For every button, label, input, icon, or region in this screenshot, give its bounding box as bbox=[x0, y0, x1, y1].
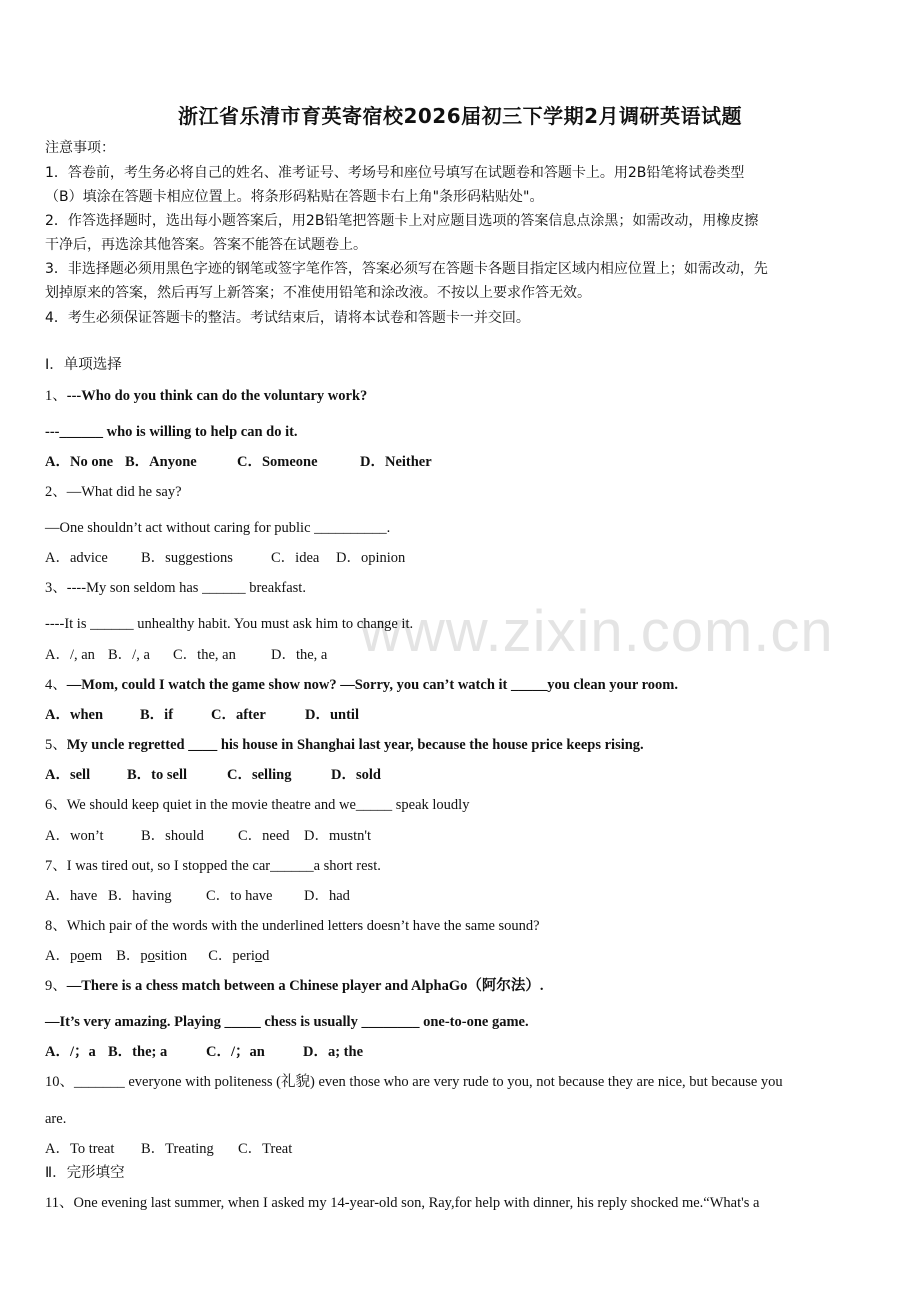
option-a-prefix: A．p bbox=[45, 948, 78, 964]
question-10-options bbox=[45, 1139, 885, 1159]
option-b[interactable]: B．to sell bbox=[127, 767, 188, 783]
question-2 bbox=[45, 482, 885, 502]
option-a[interactable]: A．/；a bbox=[45, 1044, 96, 1060]
option-d[interactable]: D．opinion bbox=[336, 550, 406, 566]
notes-line-3: 2．作答选择题时，选出每小题答案后，用2B铅笔把答题卡上对应题目选项的答案信息点涂黑；如需改动，用橡皮擦 bbox=[45, 213, 759, 229]
option-c-prefix: C．peri bbox=[208, 948, 255, 964]
question-stem: —What did he say? bbox=[66, 484, 182, 500]
option-b-suffix: sition bbox=[154, 948, 188, 964]
question-number: 3、 bbox=[45, 580, 67, 596]
question-9-options bbox=[45, 1042, 885, 1062]
question-stem: —There is a chess match between a Chinese player and AlphaGo（阿尔法）. bbox=[66, 978, 544, 994]
option-d[interactable]: D．Neither bbox=[360, 454, 432, 470]
option-c-underlined: o bbox=[254, 948, 263, 964]
option-d[interactable]: D．mustn't bbox=[304, 828, 372, 844]
question-1-reply: ---______ who is willing to help can do it. bbox=[45, 424, 298, 440]
watermark: www.zixin.com.cn bbox=[360, 599, 834, 664]
question-stem: —Mom, could I watch the game show now? —Sorry, you can’t watch it _____you clean your room. bbox=[66, 677, 679, 693]
section-heading-single-choice: Ⅰ．单项选择 bbox=[45, 357, 122, 373]
option-b[interactable]: B．Treating bbox=[141, 1141, 214, 1157]
option-b[interactable]: B．Anyone bbox=[125, 454, 197, 470]
option-a[interactable]: A．when bbox=[45, 707, 104, 723]
option-a[interactable]: A．sell bbox=[45, 767, 91, 783]
option-a[interactable] bbox=[45, 946, 102, 966]
option-b[interactable]: B．suggestions bbox=[141, 550, 233, 566]
question-number: 7、 bbox=[45, 858, 67, 874]
question-4-options bbox=[45, 705, 885, 725]
option-c[interactable]: C．Someone bbox=[237, 454, 318, 470]
option-c[interactable]: C．the, an bbox=[173, 647, 236, 663]
question-stem: My uncle regretted ____ his house in Shanghai last year, because the house price keeps rising. bbox=[66, 737, 644, 753]
question-number: 2、 bbox=[45, 484, 67, 500]
option-b-prefix: B．p bbox=[116, 948, 148, 964]
option-d[interactable]: D．until bbox=[305, 707, 359, 723]
question-9-reply: —It’s very amazing. Playing _____ chess is usually ________ one-to-one game. bbox=[45, 1014, 529, 1030]
option-b[interactable]: B．/, a bbox=[108, 647, 150, 663]
question-stem: Which pair of the words with the underlined letters doesn’t have the same sound? bbox=[66, 918, 540, 934]
question-7 bbox=[45, 856, 885, 876]
question-8 bbox=[45, 916, 885, 936]
question-number: 10、 bbox=[45, 1074, 74, 1090]
question-8-options bbox=[45, 946, 885, 966]
section-heading-cloze: Ⅱ．完形填空 bbox=[45, 1165, 125, 1181]
option-a[interactable]: A．/, an bbox=[45, 647, 95, 663]
option-a[interactable]: A．To treat bbox=[45, 1141, 115, 1157]
notes-line-7: 4．考生必须保证答题卡的整洁。考试结束后，请将本试卷和答题卡一并交回。 bbox=[45, 310, 530, 326]
option-c[interactable]: C．selling bbox=[227, 767, 292, 783]
question-10 bbox=[45, 1072, 885, 1092]
question-stem: I was tired out, so I stopped the car______a short rest. bbox=[66, 858, 381, 874]
question-stem: We should keep quiet in the movie theatre and we_____ speak loudly bbox=[66, 797, 470, 813]
question-3 bbox=[45, 578, 885, 598]
question-2-options bbox=[45, 548, 885, 568]
question-2-reply: —One shouldn’t act without caring for public __________. bbox=[45, 520, 391, 536]
question-10-continued: are. bbox=[45, 1111, 67, 1127]
question-3-options bbox=[45, 645, 885, 665]
question-number: 1、 bbox=[45, 388, 67, 404]
option-a-suffix: em bbox=[84, 948, 103, 964]
question-6-options bbox=[45, 826, 885, 846]
option-a-underlined: o bbox=[77, 948, 85, 964]
notes-line-5: 3．非选择题必须用黑色字迹的钢笔或签字笔作答，答案必须写在答题卡各题目指定区域内相应位置上；如需改动，先 bbox=[45, 261, 768, 277]
option-d[interactable]: D．a; the bbox=[303, 1044, 364, 1060]
question-1-options bbox=[45, 452, 885, 472]
question-5-options bbox=[45, 765, 885, 785]
question-6 bbox=[45, 795, 885, 815]
option-d[interactable]: D．had bbox=[304, 888, 350, 904]
option-b[interactable]: B．should bbox=[141, 828, 204, 844]
option-c[interactable]: C．Treat bbox=[238, 1141, 293, 1157]
option-b[interactable]: B．if bbox=[140, 707, 174, 723]
question-7-options bbox=[45, 886, 885, 906]
option-c[interactable]: C．need bbox=[238, 828, 290, 844]
question-stem: ---Who do you think can do the voluntary work? bbox=[66, 388, 368, 404]
option-b[interactable]: B．the; a bbox=[108, 1044, 168, 1060]
question-number: 11、 bbox=[45, 1195, 74, 1211]
notes-line-4: 干净后，再选涂其他答案。答案不能答在试题卷上。 bbox=[45, 237, 367, 253]
question-number: 5、 bbox=[45, 737, 67, 753]
question-number: 9、 bbox=[45, 978, 67, 994]
notes-line-1: 1．答卷前，考生务必将自己的姓名、准考证号、考场号和座位号填写在试题卷和答题卡上。用2B铅笔将试卷类型 bbox=[45, 165, 745, 181]
question-3-reply: ----It is ______ unhealthy habit. You must ask him to change it. bbox=[45, 616, 414, 632]
question-9 bbox=[45, 976, 885, 996]
notes-line-6: 划掉原来的答案，然后再写上新答案；不准使用铅笔和涂改液。不按以上要求作答无效。 bbox=[45, 285, 591, 301]
question-1 bbox=[45, 386, 885, 406]
question-number: 6、 bbox=[45, 797, 67, 813]
question-stem: ----My son seldom has ______ breakfast. bbox=[66, 580, 306, 596]
option-c-suffix: d bbox=[262, 948, 270, 964]
notes-heading: 注意事项： bbox=[45, 140, 115, 156]
question-11 bbox=[45, 1193, 885, 1213]
page-title: 浙江省乐清市育英寄宿校2026届初三下学期2月调研英语试题 bbox=[177, 104, 743, 128]
option-a[interactable]: A．advice bbox=[45, 550, 108, 566]
option-c[interactable] bbox=[208, 946, 269, 966]
option-d[interactable]: D．the, a bbox=[271, 647, 328, 663]
question-5 bbox=[45, 735, 885, 755]
option-c[interactable]: C．/；an bbox=[206, 1044, 265, 1060]
option-a[interactable]: A．won’t bbox=[45, 828, 104, 844]
option-b-underlined: o bbox=[147, 948, 155, 964]
option-d[interactable]: D．sold bbox=[331, 767, 381, 783]
option-a[interactable]: A．have bbox=[45, 888, 98, 904]
option-a[interactable]: A．No one bbox=[45, 454, 114, 470]
notes-line-2: （B）填涂在答题卡相应位置上。将条形码粘贴在答题卡右上角"条形码粘贴处"。 bbox=[45, 189, 544, 205]
option-c[interactable]: C．to have bbox=[206, 888, 273, 904]
option-c[interactable]: C．idea bbox=[271, 550, 320, 566]
option-c[interactable]: C．after bbox=[211, 707, 266, 723]
question-stem: One evening last summer, when I asked my 14-year-old son, Ray,for help with dinner, his reply shocked me.“What's a bbox=[73, 1195, 760, 1211]
question-number: 4、 bbox=[45, 677, 67, 693]
question-number: 8、 bbox=[45, 918, 67, 934]
option-b[interactable] bbox=[116, 946, 208, 966]
question-4 bbox=[45, 675, 885, 695]
question-stem: _______ everyone with politeness (礼貌) even those who are very rude to you, not because they are nice, but because you bbox=[74, 1074, 783, 1090]
option-b[interactable]: B．having bbox=[108, 888, 172, 904]
